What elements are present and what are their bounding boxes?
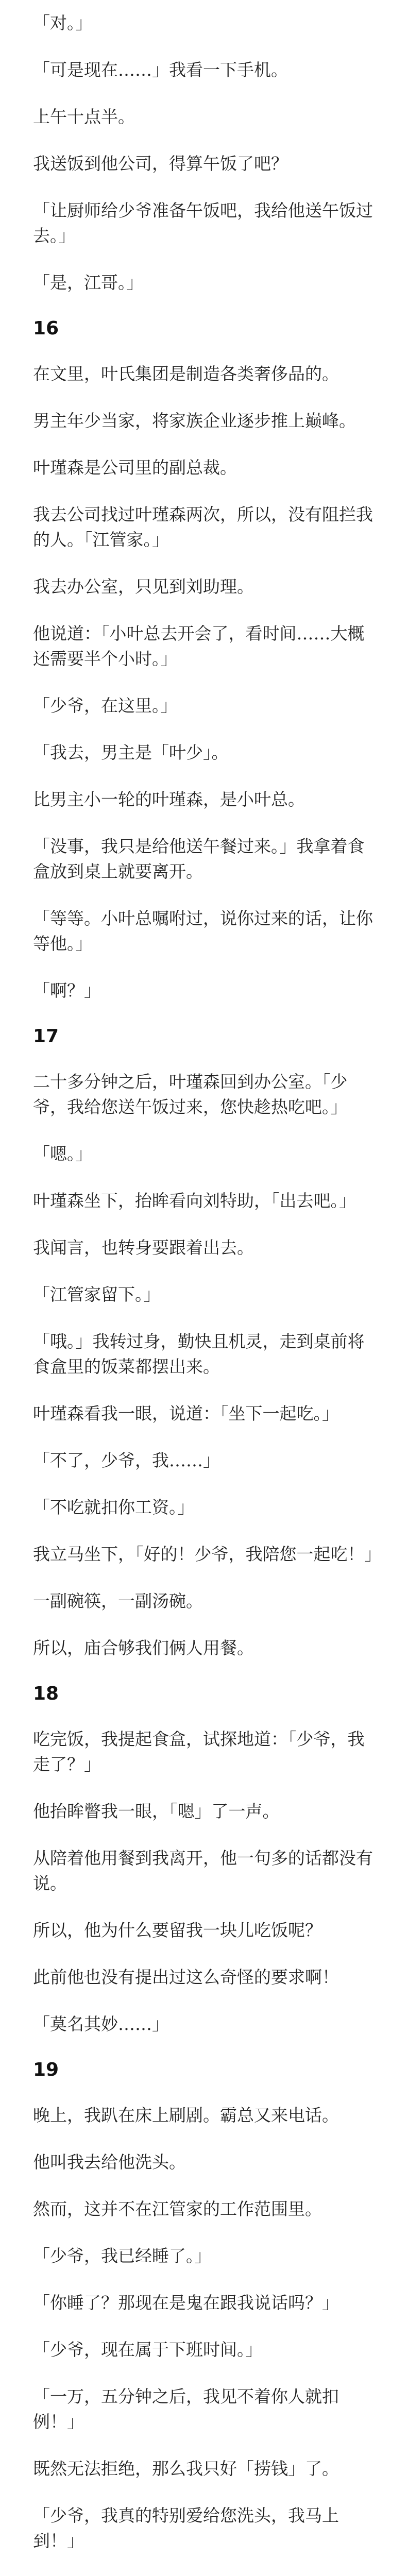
- paragraph: 「我去，男主是「叶少」。: [33, 742, 229, 762]
- paragraph: 晚上，我趴在床上刷剧。霸总又来电话。: [33, 2105, 339, 2125]
- paragraph: 「不了，少爷，我……」: [33, 1450, 220, 1470]
- paragraph: 从陪着他用餐到我离开，他一句多的话都没有说。: [33, 1848, 373, 1893]
- paragraph: 「少爷，我已经睡了。」: [33, 2246, 212, 2266]
- paragraph: 「对。」: [33, 13, 93, 33]
- paragraph: 上午十点半。: [33, 107, 135, 127]
- paragraph: 我立马坐下，「好的！少爷，我陪您一起吃！」: [33, 1544, 382, 1564]
- paragraph: 「是，江哥。」: [33, 273, 144, 293]
- paragraph: 「不吃就扣你工资。」: [33, 1497, 195, 1517]
- paragraph: 我去公司找过叶瑾森两次，所以，没有阻拦我的人。「江管家。」: [33, 504, 373, 550]
- paragraph: 「莫名其妙……」: [33, 2014, 169, 2034]
- paragraph: 「一万，五分钟之后，我见不着你人就扣例！」: [33, 2386, 339, 2432]
- chapter-number: 18: [33, 1683, 59, 1704]
- paragraph: 「啊？」: [33, 980, 101, 1001]
- chapter-number: 16: [33, 318, 59, 339]
- paragraph: 「让厨师给少爷准备午饭吧，我给他送午饭过去。」: [33, 200, 373, 246]
- paragraph: 吃完饭，我提起食盒，试探地道：「少爷，我走了？」: [33, 1729, 365, 1774]
- paragraph: 「少爷，我真的特别爱给您洗头，我马上到！」: [33, 2505, 339, 2551]
- paragraph: 比男主小一轮的叶瑾森，是小叶总。: [33, 789, 305, 809]
- paragraph: 「嗯。」: [33, 1144, 93, 1164]
- paragraph: 「哦。」我转过身，勤快且机灵，走到桌前将食盒里的饭菜都摆出来。: [33, 1331, 365, 1377]
- paragraph: 「少爷，现在属于下班时间。」: [33, 2340, 263, 2360]
- paragraph: 「等等。小叶总嘱咐过，说你过来的话，让你等他。」: [33, 908, 373, 954]
- paragraph: 一副碗筷，一副汤碗。: [33, 1591, 203, 1611]
- paragraph: 叶瑾森看我一眼，说道：「坐下一起吃。」: [33, 1403, 339, 1423]
- chapter-number: 19: [33, 2059, 59, 2080]
- paragraph: 「你睡了？那现在是鬼在跟我说话吗？」: [33, 2293, 339, 2313]
- paragraph: 「少爷，在这里。」: [33, 696, 178, 716]
- paragraph: 他叫我去给他洗头。: [33, 2152, 186, 2172]
- paragraph: 在文里，叶氏集团是制造各类奢侈品的。: [33, 364, 339, 384]
- paragraph: 我送饭到他公司，得算午饭了吧？: [33, 154, 288, 174]
- paragraph: 男主年少当家，将家族企业逐步推上巅峰。: [33, 411, 356, 431]
- paragraph: 我闻言，也转身要跟着出去。: [33, 1238, 254, 1258]
- paragraph: 他说道：「小叶总去开会了，看时间……大概还需要半个小时。」: [33, 623, 365, 669]
- paragraph: 「可是现在……」我看一下手机。: [33, 60, 288, 80]
- paragraph: 既然无法拒绝，那么我只好「捞钱」了。: [33, 2459, 339, 2479]
- paragraph: 所以，庙合够我们俩人用餐。: [33, 1638, 254, 1658]
- paragraph: 然而，这并不在江管家的工作范围里。: [33, 2199, 322, 2219]
- paragraph: 叶瑾森是公司里的副总裁。: [33, 457, 237, 478]
- paragraph: 「江管家留下。」: [33, 1284, 161, 1304]
- paragraph: 叶瑾森坐下，抬眸看向刘特助，「出去吧。」: [33, 1191, 356, 1211]
- chapter-number: 17: [33, 1026, 59, 1047]
- paragraph: 他抬眸瞥我一眼，「嗯」了一声。: [33, 1801, 280, 1821]
- paragraph: 二十多分钟之后，叶瑾森回到办公室。「少爷，我给您送午饭过来，您快趁热吃吧。」: [33, 1072, 348, 1117]
- paragraph: 此前他也没有提出过这么奇怪的要求啊！: [33, 1967, 339, 1987]
- paragraph: 「没事，我只是给他送午餐过来。」我拿着食盒放到桌上就要离开。: [33, 836, 365, 882]
- paragraph: 所以，他为什么要留我一块儿吃饭呢？: [33, 1920, 322, 1940]
- paragraph: 我去办公室，只见到刘助理。: [33, 577, 254, 597]
